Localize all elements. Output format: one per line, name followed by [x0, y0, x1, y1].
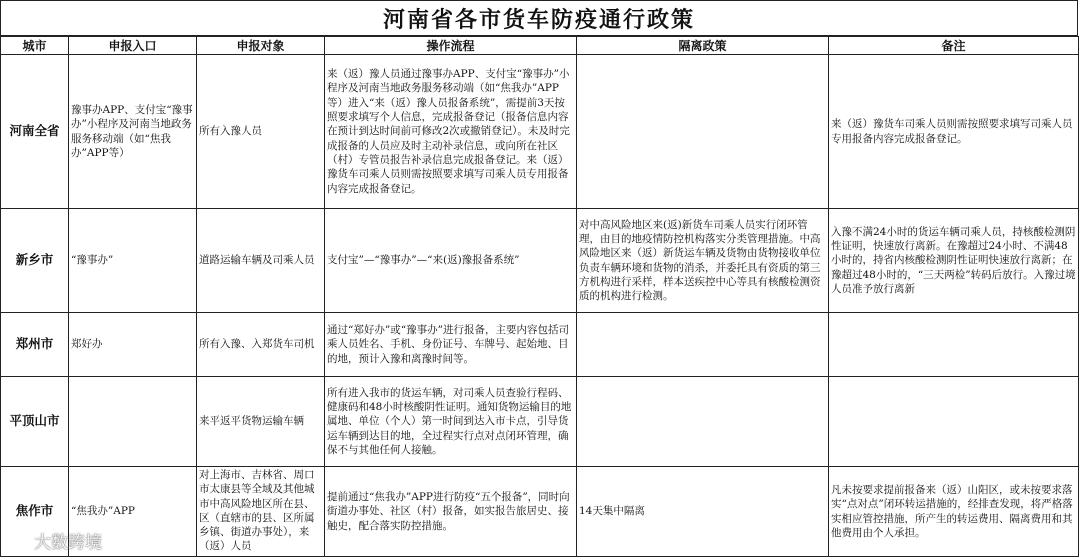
note-cell: 凡未按要求提前报备来（返）山阳区，或未按要求落实“点对点”闭环转运措施的，经排查发现，将严格落实相应管控措施，所产生的转运费用、隔离费用和其他费用由个人承担。: [829, 467, 1079, 557]
entry-cell: [69, 377, 197, 467]
process-cell: 提前通过“焦我办”APP进行防疫“五个报备”，同时向街道办事处、社区（村）报备，如实报告旅居史、接触史，配合落实防控措施。: [325, 467, 577, 557]
entry-cell: “豫事办”: [69, 209, 197, 313]
watermark-text: 大数跨境: [34, 532, 102, 553]
column-header-target: 申报对象: [197, 37, 325, 55]
column-header-note: 备注: [829, 37, 1079, 55]
process-cell: 所有进入我市的货运车辆，对司乘人员查验行程码、健康码和48小时核酸阴性证明。通知货物运输目的地属地、单位（个人）第一时间到达入市卡点，引导货运车辆到达目的地，全过程实行点对点闭环管理，确保不与其他任何人接触。: [325, 377, 577, 467]
table-header-row: [1, 37, 1079, 55]
process-cell: 支付宝”—“豫事办”—“来(返)豫报备系统”: [325, 209, 577, 313]
city-cell: 平顶山市: [1, 377, 69, 467]
note-cell: 来（返）豫货车司乘人员则需按照要求填写司乘人员专用报备内容完成报备登记。: [829, 55, 1079, 209]
table-row: [1, 55, 1079, 209]
note-cell: [829, 313, 1079, 377]
column-header-city: 城市: [1, 37, 69, 55]
table-row: [1, 467, 1079, 557]
process-cell: 来（返）豫人员通过豫事办APP、支付宝“豫事办”小程序及河南当地政务服务移动端（如“焦我办”APP等）进入“来（返）豫人员报备系统”，需提前3天按照要求填写个人信息，完成报备登记（报备信息内容在预计到达时间前可修改2次或撤销登记）。未及时完成报备的人员应及时主动补录信息，或向所在社区（村）专管员报告补录信息完成报备登记。来（返）豫货车司乘人员则需按照要求填写司乘人员专用报备内容完成报备登记。: [325, 55, 577, 209]
watermark: [8, 526, 102, 554]
quarantine-cell: 对中高风险地区来(返)新货车司乘人员实行闭环管理，由目的地疫情防控机构落实分类管理措施。中高风险地区来（返）新货运车辆及货物由货物接收单位负责车辆环境和货物的消杀，并委托具有资质的第三方机构进行采样，样本送疾控中心等具有核酸检测资质的机构进行检测。: [577, 209, 829, 313]
city-cell: 河南全省: [1, 55, 69, 209]
column-header-entry: 申报入口: [69, 37, 197, 55]
note-cell: 入豫不满24小时的货运车辆司乘人员，持核酸检测阴性证明，快速放行离新。在豫超过24小时、不满48小时的，持省内核酸检测阴性证明快速放行离新；在豫超过48小时的，“三天两检”转码后放行。入豫过境人员准予放行离新: [829, 209, 1079, 313]
table-row: [1, 377, 1079, 467]
city-cell: 焦作市: [1, 467, 69, 557]
target-cell: 来平返平货物运输车辆: [197, 377, 325, 467]
entry-cell: 豫事办APP、支付宝“豫事办”小程序及河南当地政务服务移动端（如“焦我办”APP等）: [69, 55, 197, 209]
target-cell: 所有入豫、入郑货车司机: [197, 313, 325, 377]
policy-table: [0, 36, 1079, 557]
process-cell: 通过“郑好办”或“豫事办”进行报备，主要内容包括司乘人员姓名、手机、身份证号、车牌号、起始地、目的地，预计入豫和离豫时间等。: [325, 313, 577, 377]
target-cell: 所有入豫人员: [197, 55, 325, 209]
quarantine-cell: [577, 313, 829, 377]
entry-cell: 郑好办: [69, 313, 197, 377]
note-cell: [829, 377, 1079, 467]
quarantine-cell: [577, 55, 829, 209]
table-row: [1, 313, 1079, 377]
column-header-quarantine: 隔离政策: [577, 37, 829, 55]
city-cell: 郑州市: [1, 313, 69, 377]
table-row: [1, 209, 1079, 313]
watermark-logo-icon: [8, 529, 30, 551]
quarantine-cell: 14天集中隔离: [577, 467, 829, 557]
target-cell: 对上海市、吉林省、周口市太康县等全域及其他城市中高风险地区所在县、区（直辖市的县、区所属乡镇、街道办事处），来（返）人员: [197, 467, 325, 557]
target-cell: 道路运输车辆及司乘人员: [197, 209, 325, 313]
page-title: 河南省各市货车防疫通行政策: [0, 0, 1078, 36]
column-header-process: 操作流程: [325, 37, 577, 55]
quarantine-cell: [577, 377, 829, 467]
city-cell: 新乡市: [1, 209, 69, 313]
entry-cell: “焦我办”APP: [69, 467, 197, 557]
